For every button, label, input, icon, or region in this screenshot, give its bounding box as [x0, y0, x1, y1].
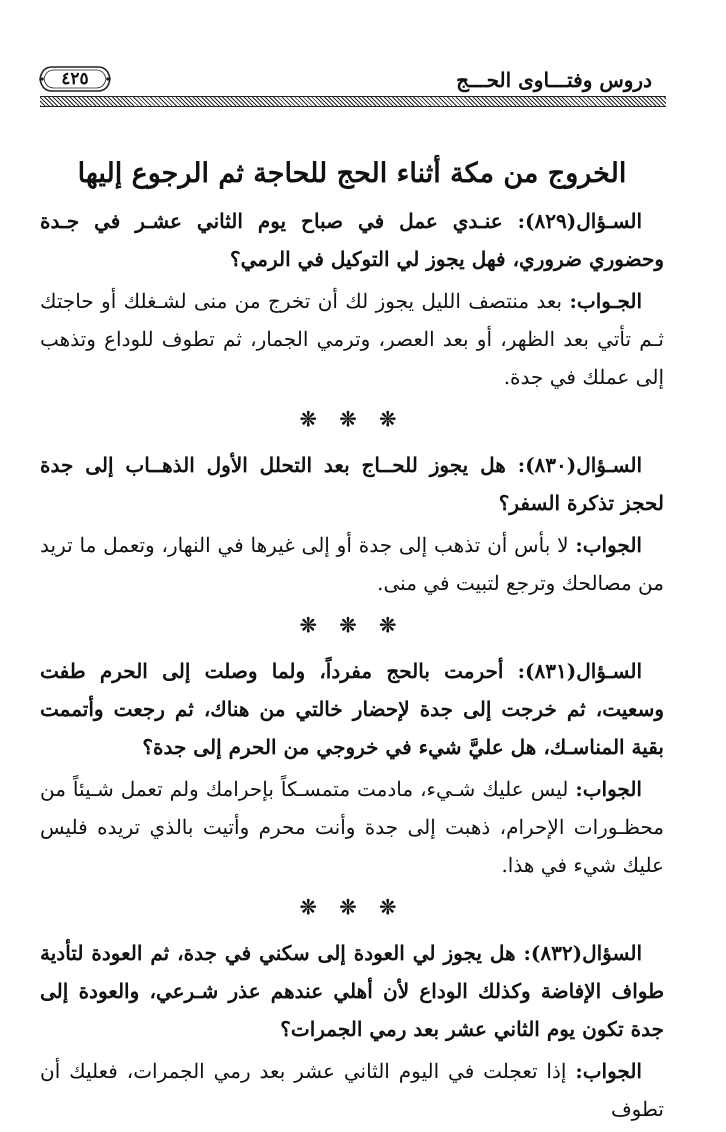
- question-label: السؤال(٨٣٢):: [523, 941, 642, 965]
- page-number-frame: [38, 64, 112, 94]
- section-divider: ❊ ❊ ❊: [299, 895, 405, 919]
- question-label: السـؤال(٨٣١):: [517, 659, 642, 683]
- section-divider: ❊ ❊ ❊: [299, 407, 405, 431]
- answer-text: إذا تعجلت في اليوم الثاني عشر بعد رمي الجمرات، فعليك أن تطوف: [40, 1059, 664, 1121]
- question-text: عنـدي عمل في صباح يوم الثاني عشـر في جـدة وحضوري ضروري، فهل يجوز لي التوكيل في الرمي؟: [40, 209, 664, 271]
- question-text: هل يجوز لي العودة إلى سكني في جدة، ثم العودة لتأدية طواف الإفاضة وكذلك الوداع لأن أهلي عندهم عذر شـرعي، والعودة إلى جدة تكون يوم الثاني عشر بعد رمي الجمرات؟: [40, 941, 664, 1041]
- question-label: السـؤال(٨٣٠):: [517, 453, 643, 477]
- question-830: [40, 446, 664, 522]
- answer-830: [40, 526, 664, 602]
- question-label: السـؤال(٨٢٩):: [517, 209, 642, 233]
- question-832: [40, 934, 664, 1048]
- header-rule: [40, 96, 666, 107]
- answer-text: لا بأس أن تذهب إلى جدة أو إلى غيرها في النهار، وتعمل ما تريد من مصالحك وترجع لتبيت في منى.: [40, 533, 664, 595]
- answer-label: الجـواب:: [569, 289, 643, 313]
- section-divider: ❊ ❊ ❊: [299, 613, 405, 637]
- question-text: هل يجوز للحــاج بعد التحلل الأول الذهــاب إلى جدة لحجز تذكرة السفر؟: [40, 453, 664, 515]
- answer-text: ليس عليك شـيء، مادمت متمسـكاً بإحرامك ولم تعمل شـيئاً من محظـورات الإحرام، ذهبت إلى جدة وأنت محرم وأتيت بالذي تريده فليس عليك شيء في هذا.: [40, 777, 664, 877]
- answer-label: الجواب:: [575, 777, 642, 801]
- answer-text: بعد منتصف الليل يجوز لك أن تخرج من منى لشـغلك أو حاجتك ثـم تأتي بعد الظهر، أو بعد العصر، وترمي الجمار، ثم تطوف للوداع وتذهب إلى عملك في جدة.: [40, 289, 664, 389]
- answer-label: الجواب:: [575, 1059, 642, 1083]
- question-829: [40, 202, 664, 278]
- page-header: [36, 56, 666, 116]
- section-title: الخروج من مكة أثناء الحج للحاجة ثم الرجوع إليها: [77, 158, 627, 189]
- question-831: [40, 652, 664, 766]
- page-content: [40, 154, 664, 1132]
- question-text: أحرمت بالحج مفرداً، ولما وصلت إلى الحرم طفت وسعيت، ثم خرجت إلى جدة لإحضار خالتي من هناك، ثم رجعت وأتممت بقية المناسـك، هل عليَّ شيء في خروجي من الحرم إلى جدة؟: [40, 659, 664, 759]
- answer-829: [40, 282, 664, 396]
- answer-label: الجواب:: [575, 533, 642, 557]
- book-title: دروس وفتـــاوى الحـــج: [456, 68, 652, 92]
- answer-831: [40, 770, 664, 884]
- answer-832: [40, 1052, 664, 1128]
- page-number: ٤٢٥: [61, 69, 89, 89]
